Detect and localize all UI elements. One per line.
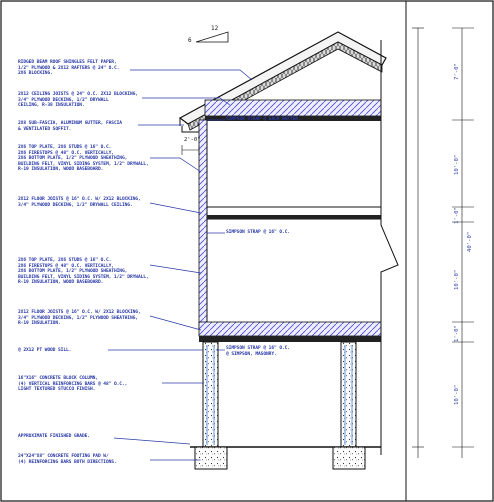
note-floor-lower: 2X12 FLOOR JOISTS @ 16" O.C. W/ 2X12 BLOCKING, 3/4" PLYWOOD DECKING, 1/2" PLYWOOD SHEATHING, R-19 INSULATION. [18, 310, 141, 327]
wall-upper [199, 120, 207, 330]
floor-lower-insulation [199, 322, 381, 336]
note-footing: 24"X24"X8" CONCRETE FOOTING PAD W/ (4) REINFORCING BARS BOTH DIRECTIONS. [18, 454, 117, 465]
note-wall-upper: 2X6 TOP PLATE, 2X6 STUDS @ 16" O.C. 2X6 FIRESTOPS @ 48" O.C. VERTICALLY, 2X6 BOTTOM PLATE, 1/2" PLYWOOD SHEATHING, BUILDING FELT, VINYL SIDING SYSTEM, 1/2" DRYWALL, R-19 INSULATION, WOOD BASEBOARD. [18, 145, 149, 173]
note-wall-lower: 2X6 TOP PLATE, 2X6 STUDS @ 16" O.C. 2X6 FIRESTOPS @ 48" O.C. VERTICALLY, 2X6 BOTTOM PLATE, 1/2" PLYWOOD SHEATHING, BUILDING FELT, VINYL SIDING SYSTEM, 1/2" DRYWALL, R-19 INSULATION, WOOD BASEBOARD. [18, 258, 149, 286]
dim-overall: 40'-0" [467, 231, 473, 252]
dim-floor-gap-1: 1'-0" [454, 207, 460, 224]
dim-floor-gap-2: 1'-0" [454, 325, 460, 342]
footing-left [195, 447, 227, 469]
slope-run: 12 [211, 25, 219, 32]
dimension-lines [412, 28, 474, 458]
note-floor-upper: 2X12 FLOOR JOISTS @ 16" O.C. W/ 2X12 BLOCKING, 3/4" PLYWOOD DECKING, 1/2" DRYWALL CEILING. [18, 197, 141, 208]
overhang-label: 2'-0" [184, 137, 201, 143]
dim-upper-story: 10'-0" [454, 154, 460, 175]
column-right [341, 342, 356, 447]
note-sill: @ 2X12 PT WOOD SILL. [18, 348, 72, 353]
dim-column-height: 10'-0" [454, 384, 460, 405]
attic-insulation [205, 100, 381, 116]
note-roof: RIDGED BEAM ROOF SHINGLES FELT PAPER, 1/2" PLYWOOD & 2X12 RAFTERS @ 24" O.C. 2X6 BLOCKING. [18, 60, 120, 77]
note-column: 16"X16" CONCRETE BLOCK COLUMN, (4) VERTICAL REINFORCING BARS @ 48" O.C., LIGHT TEXTURED STUCCO FINISH. [18, 376, 128, 393]
note-strap-roof: SIMPSON STRAP @ EACH RAFTER. [226, 117, 301, 122]
note-grade: APPROXIMATE FINISHED GRADE. [18, 434, 90, 439]
overhang-dimension [182, 145, 199, 155]
dim-roof: 7'-0" [454, 63, 460, 80]
note-strap-floor: SIMPSON STRAP @ 16" O.C. [226, 230, 290, 235]
break-line [381, 40, 398, 455]
floor-lower-deck [199, 336, 381, 342]
footing-right [333, 447, 365, 469]
slope-rise: 6 [188, 37, 192, 44]
dim-lower-story: 10'-0" [454, 269, 460, 290]
slope-triangle [196, 32, 228, 42]
note-fascia: 2X8 SUB-FASCIA, ALUMINUM GUTTER, FASCIA & VENTILATED SOFFIT. [18, 121, 122, 132]
column-left [203, 342, 218, 447]
note-strap-sill: SIMPSON STRAP @ 16" O.C. @ SIMPSON, MASONRY. [226, 346, 290, 357]
note-ceiling: 2X12 CEILING JOISTS @ 24" O.C. 2X12 BLOCKING, 3/4" PLYWOOD DECKING, 1/2" DRYWALL CEILING, R-38 INSULATION. [18, 92, 138, 109]
